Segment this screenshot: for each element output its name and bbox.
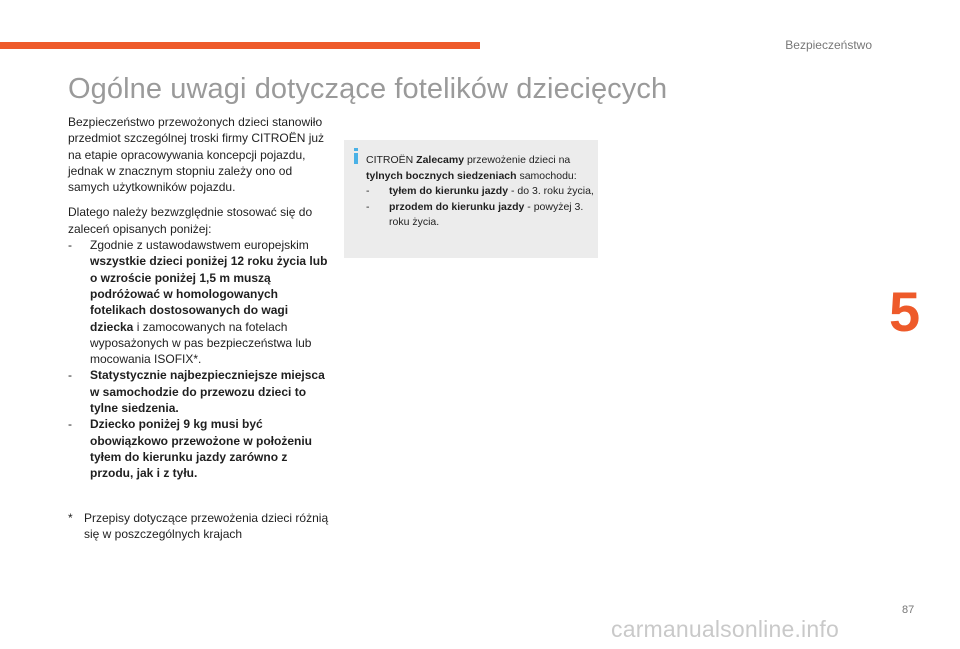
intro-paragraph: Bezpieczeństwo przewożonych dzieci stanowiło przedmiot szczególnej troski firmy CITROËN już na etapie opracowywania koncepcji pojazdu, jednak w znacznym stopniu zależy ono od samych użytkowników pojazdu.: [68, 115, 325, 195]
info-list: [366, 184, 594, 231]
list-item: [68, 367, 330, 416]
page-number: 87: [902, 604, 915, 616]
item-emphasis: Statystycznie najbezpieczniejsze miejsca w samochodzie do przewozu dzieci to tylne siedzenia.: [90, 368, 325, 416]
footnote: [68, 510, 330, 543]
accent-bar: [0, 42, 480, 49]
main-column: [68, 114, 330, 482]
list-item: [366, 200, 594, 231]
info-icon: [354, 148, 358, 164]
brand-name: CITROËN: [366, 154, 414, 166]
info-emphasis: tylnych bocznych siedzeniach: [366, 169, 517, 182]
list-item: [68, 416, 330, 481]
info-paragraph: [366, 153, 594, 184]
chapter-number: 5: [889, 280, 921, 343]
info-emphasis: tyłem do kierunku jazdy: [389, 185, 509, 197]
list-dash: -: [68, 368, 72, 383]
info-emphasis: Zalecamy: [416, 154, 465, 166]
list-dash: -: [68, 417, 72, 432]
info-text: samochodu:: [516, 169, 577, 182]
item-emphasis: Dziecko poniżej 9 kg musi być obowiązkowo przewożone w położeniu tyłem do kierunku jazdy zarówno z przodu, jak i z tyłu.: [90, 417, 312, 481]
list-dash: -: [366, 185, 370, 197]
section-label: Bezpieczeństwo: [785, 38, 872, 52]
footnote-text: Przepisy dotyczące przewożenia dzieci różnią się w poszczególnych krajach: [84, 511, 329, 542]
info-emphasis: przodem do kierunku jazdy: [389, 200, 525, 213]
recommendations-lead: Dlatego należy bezwzględnie stosować się do zaleceń opisanych poniżej:: [68, 205, 313, 236]
recommendations-list: [68, 237, 330, 481]
list-dash: -: [366, 200, 370, 213]
info-text: - powyżej 3. roku życia.: [389, 200, 584, 228]
footnote-marker: *: [68, 511, 73, 525]
watermark-text: carmanualsonline.info: [611, 616, 839, 642]
list-item: [68, 237, 330, 367]
item-emphasis: wszystkie dzieci poniżej 12 roku życia lub o wzroście poniżej 1,5 m muszą podróżować w homologowanych fotelikach dostosowanych do wagi dziecka: [90, 254, 328, 334]
list-dash: -: [68, 238, 72, 253]
list-item: [366, 184, 594, 200]
info-text: - do 3. roku życia,: [508, 185, 594, 197]
page-title: Ogólne uwagi dotyczące fotelików dziecięcych: [68, 73, 668, 105]
info-content: [366, 153, 594, 231]
item-text: i zamocowanych na fotelach wyposażonych w pas bezpieczeństwa lub mocowania ISOFIX*.: [90, 319, 312, 367]
item-text: Zgodnie z ustawodawstwem europejskim: [90, 238, 309, 253]
info-box: [344, 140, 598, 258]
info-text: przewożenie dzieci na: [464, 154, 571, 166]
